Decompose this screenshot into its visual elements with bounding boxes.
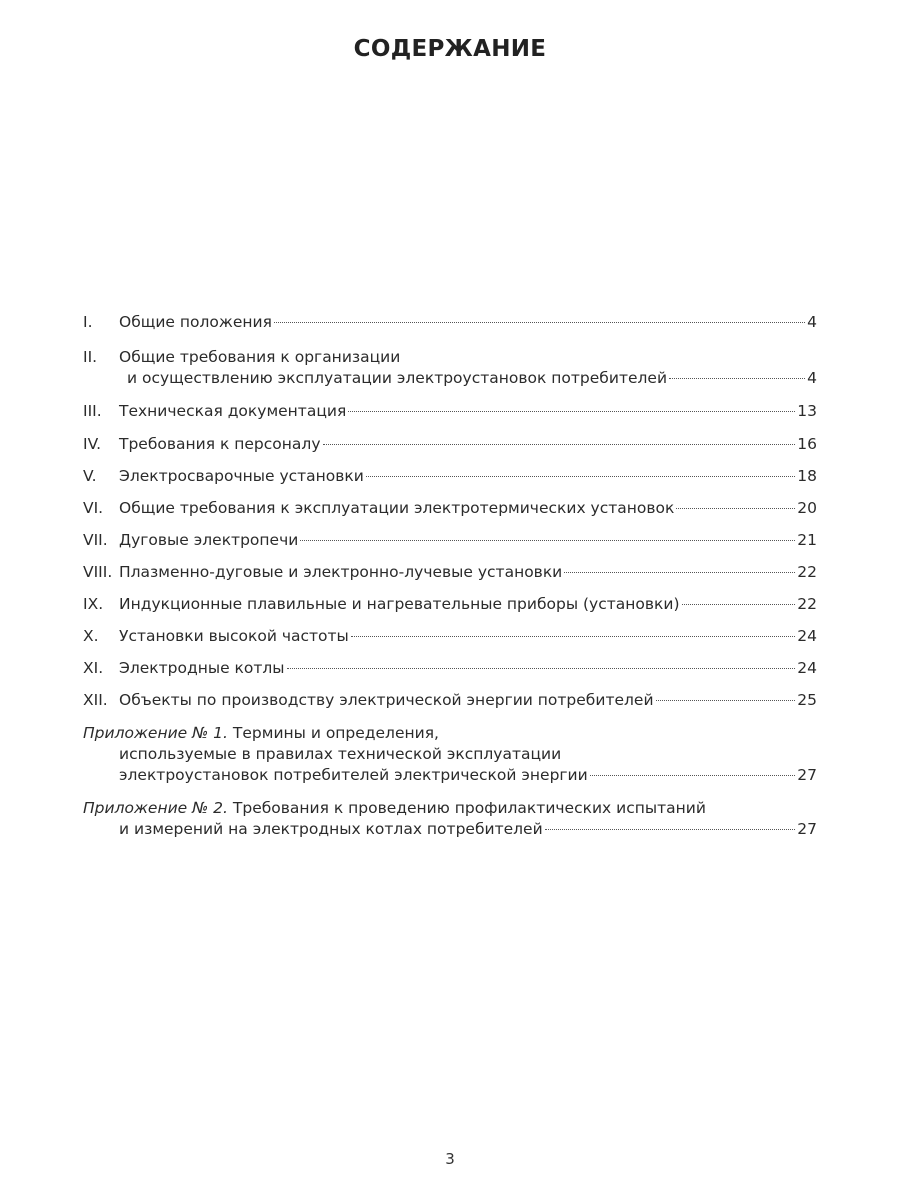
appendix-title-line: используемые в правилах технической эксплуатации (119, 745, 562, 763)
toc-page: 22 (797, 563, 817, 581)
appendix-title-line: Требования к проведению профилактических испытаний (232, 799, 706, 817)
toc-number: II. (83, 348, 98, 366)
toc-entry-6[interactable] (83, 498, 817, 519)
toc-entry-4[interactable] (83, 434, 817, 455)
toc-title: Объекты по производству электрической энергии потребителей (119, 691, 654, 709)
appendix-title: и измерений на электродных котлах потребителей (119, 820, 543, 838)
toc-entry-9[interactable] (83, 594, 817, 615)
toc-title: Электросварочные установки (119, 467, 364, 485)
dot-leader (348, 411, 795, 412)
toc-page: 13 (797, 402, 817, 420)
appendix-title: электроустановок потребителей электрической энергии (119, 766, 588, 784)
toc-title: Плазменно-дуговые и электронно-лучевые установки (119, 563, 563, 581)
toc-page: 16 (797, 435, 817, 453)
toc-number: III. (83, 402, 102, 420)
toc-entry-3[interactable] (83, 401, 817, 422)
toc-number: IX. (83, 595, 104, 613)
toc-number: V. (83, 467, 97, 485)
toc-entry-10[interactable] (83, 626, 817, 647)
dot-leader (590, 775, 796, 776)
dot-leader (676, 508, 795, 509)
toc-page: 18 (797, 467, 817, 485)
toc-number: X. (83, 627, 99, 645)
toc-page: 24 (797, 627, 817, 645)
toc-number: VIII. (83, 563, 113, 581)
table-of-contents (83, 312, 817, 840)
appendix-label: Приложение № 1. (83, 724, 228, 742)
toc-title: Установки высокой частоты (119, 627, 349, 645)
appendix-title-line: Термины и определения, (232, 724, 439, 742)
dot-leader (545, 829, 796, 830)
dot-leader (366, 476, 795, 477)
toc-page: 22 (797, 595, 817, 613)
toc-entry-2[interactable] (83, 347, 817, 389)
toc-page: 4 (807, 369, 817, 387)
dot-leader (682, 604, 796, 605)
toc-page: 27 (797, 766, 817, 784)
toc-number: VI. (83, 499, 104, 517)
dot-leader (669, 378, 805, 379)
toc-appendix-1[interactable] (83, 723, 817, 786)
toc-title: Требования к персоналу (119, 435, 321, 453)
toc-entry-11[interactable] (83, 658, 817, 679)
dot-leader (287, 668, 796, 669)
toc-title: Общие положения (119, 313, 272, 331)
dot-leader (274, 322, 805, 323)
toc-number: IV. (83, 435, 102, 453)
toc-title: Общие требования к эксплуатации электротермических установок (119, 499, 675, 517)
toc-entry-7[interactable] (83, 530, 817, 551)
toc-appendix-2[interactable] (83, 798, 817, 840)
toc-title: Электродные котлы (119, 659, 285, 677)
toc-number: XII. (83, 691, 108, 709)
dot-leader (564, 572, 795, 573)
toc-number: I. (83, 313, 93, 331)
toc-page: 25 (797, 691, 817, 709)
page-title: СОДЕРЖАНИЕ (353, 36, 547, 62)
page-number: 3 (445, 1150, 455, 1168)
toc-title: Индукционные плавильные и нагревательные приборы (установки) (119, 595, 680, 613)
toc-title: Техническая документация (119, 402, 347, 420)
toc-entry-12[interactable] (83, 690, 817, 711)
toc-page: 21 (797, 531, 817, 549)
toc-title: Дуговые электропечи (119, 531, 299, 549)
toc-number: XI. (83, 659, 104, 677)
dot-leader (300, 540, 795, 541)
toc-page: 27 (797, 820, 817, 838)
toc-entry-1[interactable] (83, 312, 817, 333)
toc-title-line: Общие требования к организации (119, 348, 401, 366)
toc-page: 24 (797, 659, 817, 677)
toc-title: и осуществлению эксплуатации электроустановок потребителей (127, 369, 668, 387)
toc-entry-8[interactable] (83, 562, 817, 583)
toc-entry-5[interactable] (83, 466, 817, 487)
appendix-label: Приложение № 2. (83, 799, 228, 817)
dot-leader (656, 700, 796, 701)
dot-leader (351, 636, 795, 637)
toc-number: VII. (83, 531, 108, 549)
dot-leader (323, 444, 796, 445)
toc-page: 20 (797, 499, 817, 517)
toc-page: 4 (807, 313, 817, 331)
